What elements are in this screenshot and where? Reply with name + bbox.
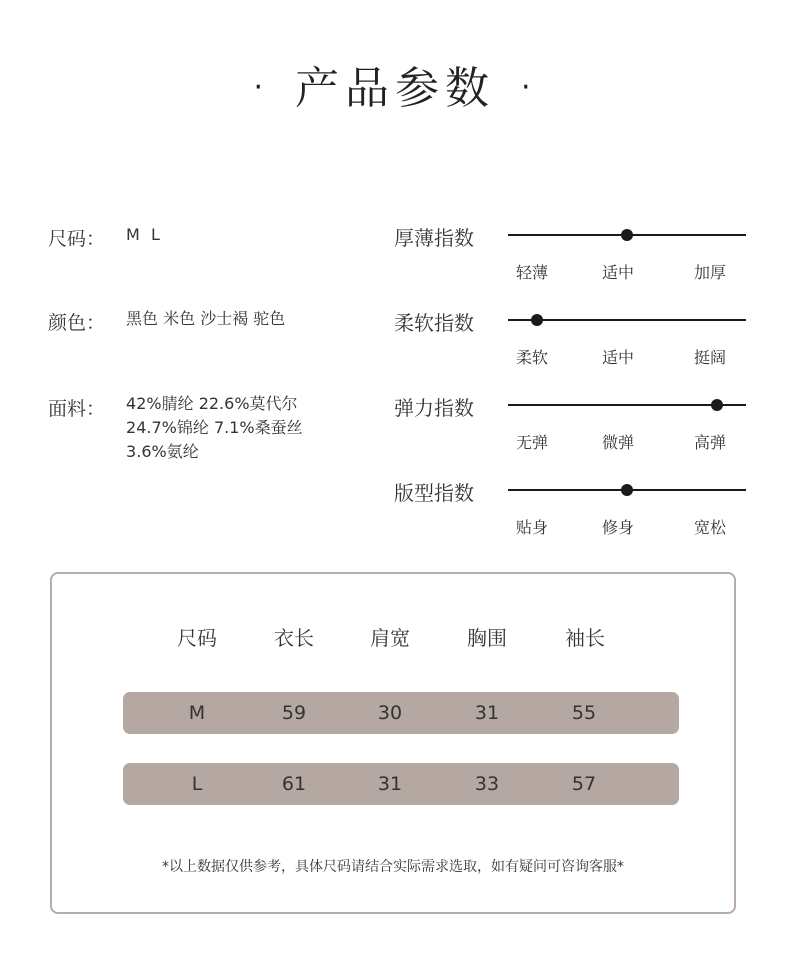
table-cell: 31: [474, 702, 500, 724]
index-track: [508, 489, 746, 491]
index-name: 版型指数: [394, 481, 474, 505]
table-cell: 30: [377, 702, 403, 724]
index-name: 弹力指数: [394, 396, 474, 420]
spec-fabric-line: 24.7%锦纶 7.1%桑蚕丝: [126, 418, 303, 437]
index-thickness: [394, 224, 746, 304]
index-track: [508, 234, 746, 236]
index-option: 微弹: [602, 433, 635, 452]
table-header-shoulder: 肩宽: [370, 626, 410, 650]
index-option: 宽松: [694, 518, 727, 537]
index-knob: [621, 484, 633, 496]
index-fit: [394, 479, 746, 559]
index-option: 贴身: [516, 518, 549, 537]
spec-fabric-label: 面料：: [48, 398, 106, 420]
spec-fabric: [48, 394, 356, 464]
spec-size: [48, 224, 356, 251]
index-name: 柔软指数: [394, 311, 474, 335]
table-header-size: 尺码: [177, 626, 217, 650]
table-cell: 55: [571, 702, 597, 724]
index-name: 厚薄指数: [394, 226, 474, 250]
index-knob: [531, 314, 543, 326]
table-cell: M: [188, 702, 206, 724]
spec-fabric-value: [126, 392, 356, 464]
index-option: 挺阔: [694, 348, 727, 367]
title-dot-right: ·: [521, 69, 537, 105]
index-option: 修身: [602, 518, 635, 537]
spec-color-label: 颜色：: [48, 312, 106, 334]
table-cell: L: [191, 773, 203, 795]
index-option: 高弹: [694, 433, 727, 452]
page-title: [0, 52, 790, 116]
index-track: [508, 404, 746, 406]
title-text: 产品参数: [295, 63, 495, 114]
table-cell: 61: [281, 773, 307, 795]
spec-color: [48, 308, 356, 335]
table-cell: 33: [474, 773, 500, 795]
table-cell: 31: [377, 773, 403, 795]
table-header-sleeve: 袖长: [565, 626, 605, 650]
index-knob: [621, 229, 633, 241]
index-option: 适中: [602, 348, 635, 367]
table-header-length: 衣长: [274, 626, 314, 650]
index-softness: [394, 309, 746, 389]
index-knob: [711, 399, 723, 411]
spec-fabric-line: 42%腈纶 22.6%莫代尔: [126, 394, 298, 413]
index-option: 无弹: [516, 433, 549, 452]
index-option: 轻薄: [516, 263, 549, 282]
spec-color-value: 黑色 米色 沙士褐 驼色: [126, 309, 286, 328]
spec-fabric-line: 3.6%氨纶: [126, 442, 199, 461]
index-option: 加厚: [694, 263, 727, 282]
table-cell: 57: [571, 773, 597, 795]
index-track: [508, 319, 746, 321]
title-dot-left: ·: [253, 69, 269, 105]
table-row: [123, 692, 679, 734]
index-elasticity: [394, 394, 746, 474]
table-cell: 59: [281, 702, 307, 724]
table-row: [123, 763, 679, 805]
index-option: 柔软: [516, 348, 549, 367]
spec-size-value: M L: [126, 225, 160, 244]
size-table: [50, 572, 736, 914]
size-note: *以上数据仅供参考，具体尺码请结合实际需求选取，如有疑问可咨询客服*: [162, 859, 624, 875]
table-header-chest: 胸围: [467, 626, 507, 650]
spec-size-label: 尺码：: [48, 228, 106, 250]
index-option: 适中: [602, 263, 635, 282]
